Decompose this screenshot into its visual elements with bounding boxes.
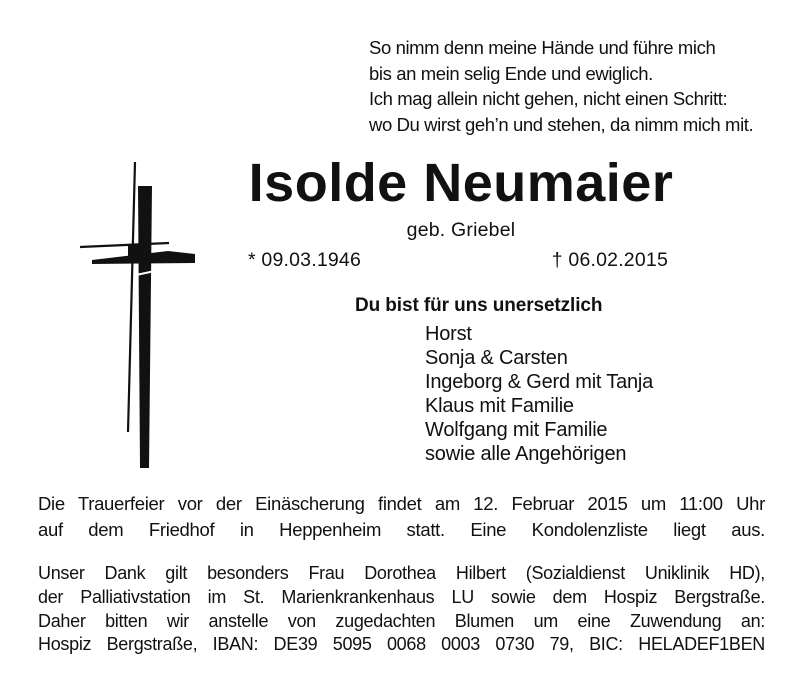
thanks-line: Unser Dank gilt besonders Frau Dorothea Hilbert (Sozialdienst Uniklinik HD), [38,563,765,583]
memorial-cross-icon [78,158,200,478]
mourner-item: Horst [425,323,472,345]
thanks-line: der Palliativstation im St. Marienkrankenhaus LU sowie dem Hospiz Bergstraße. [38,586,765,607]
maiden-name: geb. Griebel [406,219,516,241]
thanks-line: Hospiz Bergstraße, IBAN: DE39 5095 0068 0003 0730 79, BIC: HELADEF1BEN [38,634,765,655]
tribute-heading: Du bist für uns unersetzlich [355,295,603,316]
mourner-item: Klaus mit Familie [425,395,574,417]
mourner-item: Ingeborg & Gerd mit Tanja [425,371,654,393]
verse-line: Ich mag allein nicht gehen, nicht einen Schritt: [369,88,728,109]
announcement-line: Die Trauerfeier vor der Einäscherung findet am 12. Februar 2015 um 11:00 Uhr [38,493,765,514]
verse-line: So nimm denn meine Hände und führe mich [369,37,716,58]
mourners-list [425,322,653,466]
thanks-line: Daher bitten wir anstelle von zugedachten Blumen um eine Zuwendung an: [38,610,765,631]
thanks-note [38,562,765,657]
mourner-item: Sonja & Carsten [425,347,568,369]
funeral-announcement [38,491,765,542]
verse-line: wo Du wirst geh’n und stehen, da nimm mich mit. [369,113,754,135]
death-date: † 06.02.2015 [551,249,668,271]
life-dates [248,249,668,272]
birth-date: * 09.03.1946 [248,249,362,271]
mourner-item: sowie alle Angehörigen [425,443,627,465]
verse-line: bis an mein selig Ende und ewiglich. [369,62,653,84]
funeral-verse [369,35,753,137]
mourner-item: Wolfgang mit Familie [425,419,608,441]
deceased-name: Isolde Neumaier [248,153,674,213]
announcement-line: auf dem Friedhof in Heppenheim statt. Eine Kondolenzliste liegt aus. [38,518,765,540]
